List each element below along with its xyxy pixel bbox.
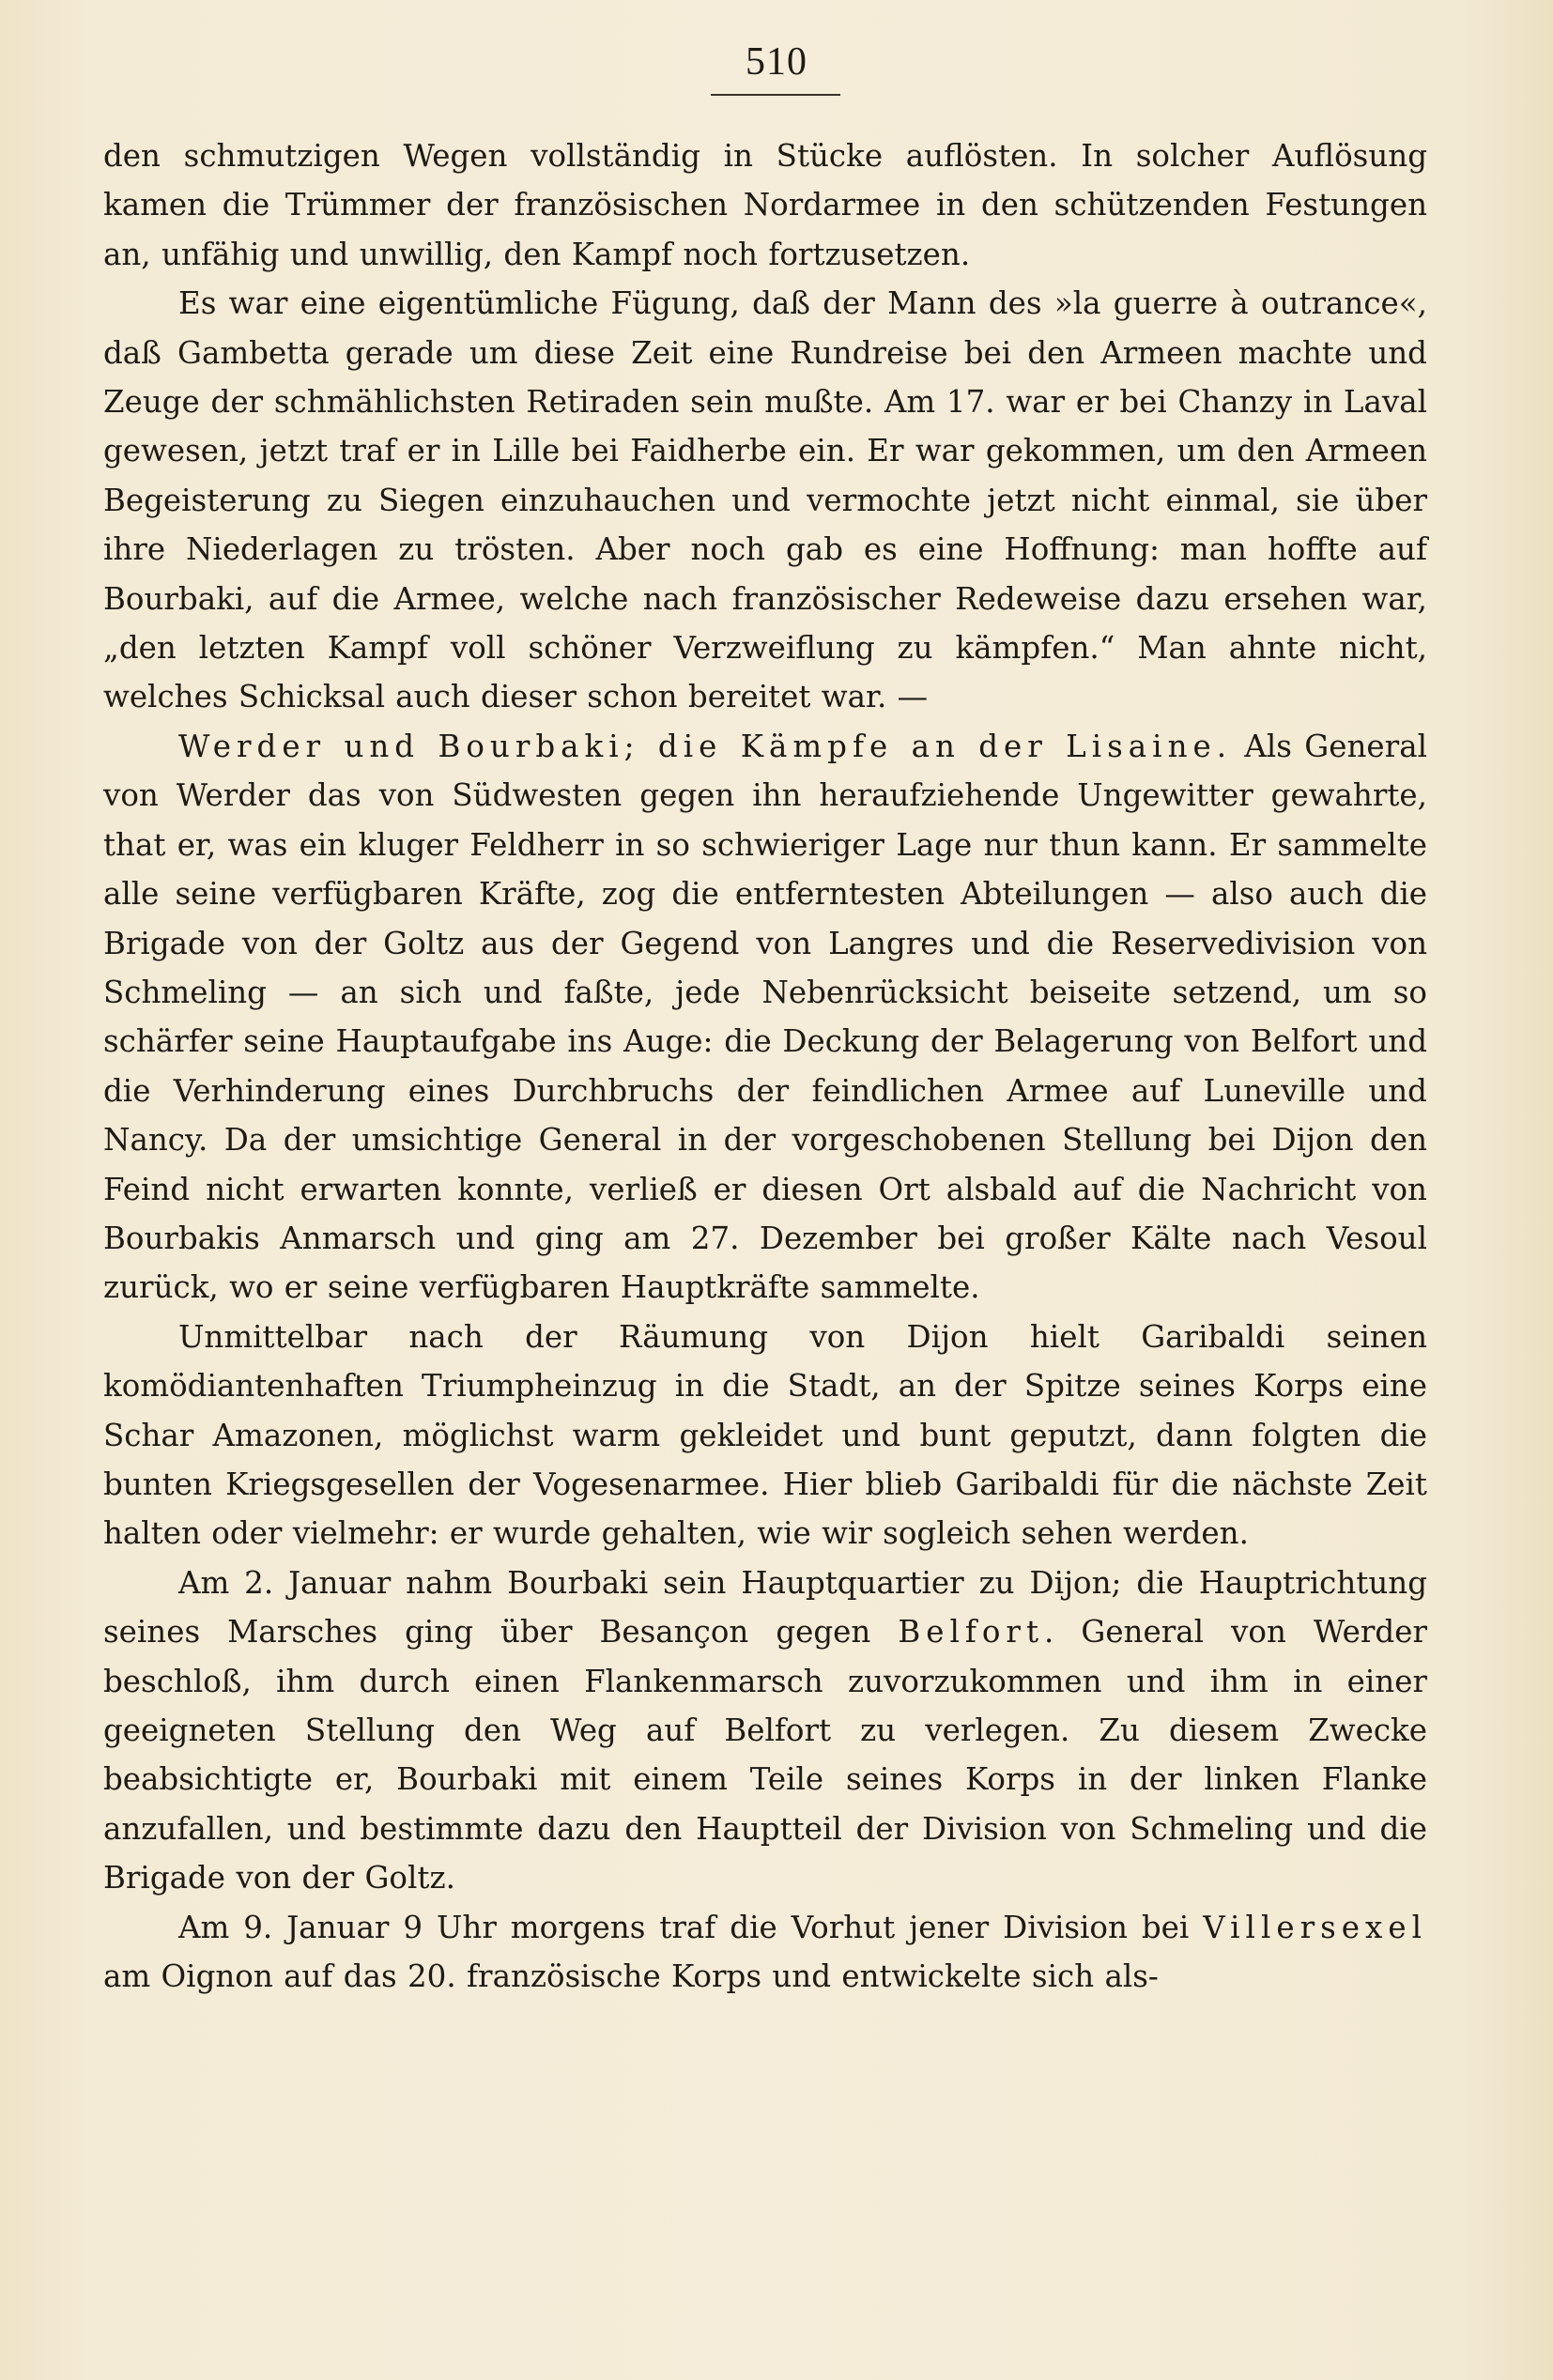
page-number-rule — [711, 94, 840, 96]
paragraph-3 — [103, 722, 1427, 1313]
paragraph-4 — [103, 1313, 1427, 1559]
paragraph-4-text: Unmittelbar nach der Räumung von Dijon hielt Garibaldi seinen komödiantenhaften Triumpheinzug in die Stadt, an der Spitze seines Korps eine Schar Amazonen, möglichst warm gekleidet und bunt geputzt, dann folgten die bunten Kriegsgesellen der Vogesenarmee. Hier blieb Garibaldi für die nächste Zeit halten oder vielmehr: er wurde gehalten, wie wir sogleich sehen werden. — [103, 1318, 1427, 1552]
paragraph-1-text: den schmutzigen Wegen vollständig in Stücke auflösten. In solcher Auflösung kamen die Trümmer der französischen Nordarmee in den schützenden Festungen an, unfähig und unwillig, den Kampf noch fortzusetzen. — [103, 138, 1427, 272]
paragraph-5-text-before: Am 2. Januar nahm Bourbaki sein Hauptquartier zu Dijon; die Hauptrichtung seines Marsches ging über Besançon gegen — [103, 1564, 1427, 1651]
page-number: 510 — [746, 40, 807, 84]
section-heading: Werder und Bourbaki; die Kämpfe an der Lisaine. — [178, 728, 1233, 764]
paragraph-6-emphasis: Villersexel — [1203, 1909, 1427, 1945]
body-text — [103, 131, 1427, 2001]
paragraph-1 — [103, 131, 1427, 279]
paragraph-5-text-after: . General von Werder beschloß, ihm durch einen Flankenmarsch zuvorzukommen und ihm in einer geeigneten Stellung den Weg auf Belfort zu verlegen. Zu diesem Zwecke beabsichtigte er, Bourbaki mit einem Teile seines Korps in der linken Flanke anzufallen, und bestimmte dazu den Hauptteil der Division von Schmeling und die Brigade von der Goltz. — [103, 1614, 1427, 1896]
paragraph-6 — [103, 1903, 1427, 2002]
paragraph-2 — [103, 279, 1427, 722]
paragraph-2-text: Es war eine eigentümliche Fügung, daß der Mann des »la guerre à outrance«, daß Gambetta gerade um diese Zeit eine Rundreise bei den Armeen machte und Zeuge der schmählichsten Retiraden sein mußte. Am 17. war er bei Chanzy in Laval gewesen, jetzt traf er in Lille bei Faidherbe ein. Er war gekommen, um den Armeen Begeisterung zu Siegen einzuhauchen und vermochte jetzt nicht einmal, sie über ihre Niederlagen zu trösten. Aber noch gab es eine Hoffnung: man hoffte auf Bourbaki, auf die Armee, welche nach französischer Redeweise dazu ersehen war, „den letzten Kampf voll schöner Verzweiflung zu kämpfen.“ Man ahnte nicht, welches Schicksal auch dieser schon bereitet war. — — [103, 285, 1427, 715]
paragraph-5-emphasis: Belfort — [898, 1614, 1045, 1651]
paragraph-6-text-after: am Oignon auf das 20. französische Korps und entwickelte sich als- — [103, 1958, 1159, 1995]
paragraph-5 — [103, 1559, 1427, 1903]
paragraph-6-text-before: Am 9. Januar 9 Uhr morgens traf die Vorhut jener Division bei — [178, 1909, 1204, 1945]
paragraph-3-text: Als General von Werder das von Südwesten gegen ihn heraufziehende Ungewitter gewahrte, that er, was ein kluger Feldherr in so schwieriger Lage nur thun kann. Er sammelte alle seine verfügbaren Kräfte, zog die entferntesten Abteilungen — also auch die Brigade von der Goltz aus der Gegend von Langres und die Reservedivision von Schmeling — an sich und faßte, jede Nebenrücksicht beiseite setzend, um so schärfer seine Hauptaufgabe ins Auge: die Deckung der Belagerung von Belfort und die Verhinderung eines Durchbruchs der feindlichen Armee auf Luneville und Nancy. Da der umsichtige General in der vorgeschobenen Stellung bei Dijon den Feind nicht erwarten konnte, verließ er diesen Ort alsbald auf die Nachricht von Bourbakis Anmarsch und ging am 27. Dezember bei großer Kälte nach Vesoul zurück, wo er seine verfügbaren Hauptkräfte sammelte. — [103, 728, 1427, 1306]
